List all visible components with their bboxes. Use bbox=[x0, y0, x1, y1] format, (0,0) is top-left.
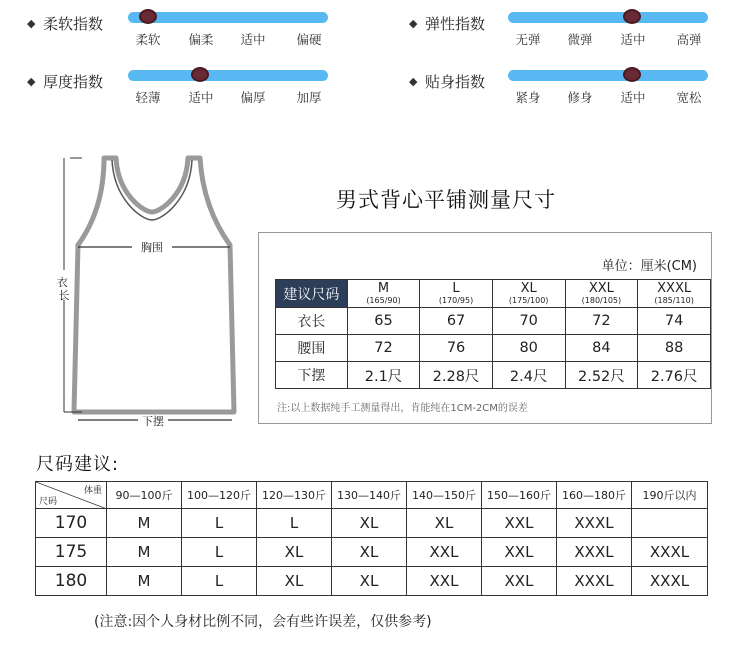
suggest-cell: L bbox=[182, 509, 257, 538]
height-cell: 180 bbox=[36, 567, 107, 596]
weight-header: 120—130斤 bbox=[257, 482, 332, 509]
suggest-row bbox=[36, 538, 708, 567]
suggest-cell: XL bbox=[257, 567, 332, 596]
hem-label: 下摆 bbox=[142, 415, 164, 428]
suggest-cell: XXL bbox=[482, 538, 557, 567]
measure-cell: 2.76尺 bbox=[638, 362, 711, 389]
size-name: L bbox=[452, 281, 460, 296]
size-spec: (185/110) bbox=[654, 296, 694, 305]
index-fit bbox=[409, 68, 719, 108]
vest-outline bbox=[74, 158, 234, 412]
index-thickness bbox=[27, 68, 337, 108]
measure-row-label: 下摆 bbox=[276, 362, 348, 389]
index-bar bbox=[128, 12, 328, 23]
measure-cell: 65 bbox=[347, 308, 420, 335]
suggest-cell: XL bbox=[332, 509, 407, 538]
footnote: (注意:因个人身材比例不同，会有些许误差，仅供参考) bbox=[94, 614, 432, 630]
corner-size-label: 尺码 bbox=[39, 497, 58, 507]
size-spec: (170/95) bbox=[438, 296, 474, 305]
suggest-cell: L bbox=[257, 509, 332, 538]
size-spec: (180/105) bbox=[581, 296, 622, 305]
size-header bbox=[420, 280, 493, 308]
unit-label: 单位：厘米(CM) bbox=[601, 259, 697, 274]
suggest-corner-header bbox=[36, 482, 107, 509]
tick-label: 柔软 bbox=[135, 32, 161, 47]
weight-header: 100—120斤 bbox=[182, 482, 257, 509]
weight-header: 130—140斤 bbox=[332, 482, 407, 509]
suggest-cell: XXL bbox=[482, 567, 557, 596]
weight-header: 90—100斤 bbox=[107, 482, 182, 509]
size-spec: (165/90) bbox=[366, 296, 401, 305]
size-name: XL bbox=[520, 281, 537, 296]
chest-label: 胸围 bbox=[141, 241, 163, 254]
measure-row bbox=[276, 362, 711, 389]
measure-cell: 2.52尺 bbox=[565, 362, 638, 389]
tick-label: 适中 bbox=[240, 32, 266, 47]
suggest-cell: M bbox=[107, 567, 182, 596]
measure-table bbox=[275, 279, 711, 389]
measure-cell: 2.28尺 bbox=[420, 362, 493, 389]
suggest-cell bbox=[632, 509, 708, 538]
suggest-cell: M bbox=[107, 509, 182, 538]
suggest-cell: XXL bbox=[407, 567, 482, 596]
tick-label: 高弹 bbox=[676, 32, 702, 47]
suggest-cell: XXXL bbox=[557, 538, 632, 567]
index-label: 厚度指数 bbox=[43, 73, 104, 91]
length-label-char: 衣 bbox=[56, 276, 68, 289]
index-label: 柔软指数 bbox=[43, 15, 104, 33]
index-bar bbox=[508, 12, 708, 23]
tick-label: 适中 bbox=[620, 32, 646, 47]
suggest-cell: L bbox=[182, 567, 257, 596]
size-header bbox=[347, 280, 420, 308]
size-header bbox=[565, 280, 638, 308]
measure-row-label: 腰围 bbox=[276, 335, 348, 362]
height-cell: 170 bbox=[36, 509, 107, 538]
suggest-cell: XL bbox=[407, 509, 482, 538]
suggest-row bbox=[36, 567, 708, 596]
index-softness bbox=[27, 10, 337, 50]
index-knob bbox=[623, 9, 641, 24]
measure-box bbox=[258, 232, 712, 424]
corner-weight-label: 体重 bbox=[83, 486, 102, 496]
index-knob bbox=[623, 67, 641, 82]
diamond-bullet-icon: ◆ bbox=[27, 75, 36, 88]
measure-cell: 80 bbox=[492, 335, 565, 362]
suggest-table bbox=[35, 481, 708, 596]
measure-cell: 67 bbox=[420, 308, 493, 335]
length-label-char: 长 bbox=[58, 289, 70, 302]
measure-cell: 72 bbox=[565, 308, 638, 335]
tick-label: 无弹 bbox=[515, 32, 541, 47]
tick-label: 适中 bbox=[620, 90, 646, 105]
suggest-cell: XXL bbox=[407, 538, 482, 567]
weight-header: 160—180斤 bbox=[557, 482, 632, 509]
suggest-cell: XXXL bbox=[557, 509, 632, 538]
size-name: M bbox=[377, 281, 390, 296]
measure-note: 注:以上数据纯手工测量得出，肯能纯在1CM-2CM的误差 bbox=[277, 403, 528, 414]
suggest-cell: XL bbox=[332, 538, 407, 567]
tick-label: 修身 bbox=[567, 90, 593, 105]
measure-header-row bbox=[276, 280, 711, 308]
index-bar bbox=[128, 70, 328, 81]
measure-cell: 70 bbox=[492, 308, 565, 335]
suggest-cell: XL bbox=[332, 567, 407, 596]
suggest-cell: L bbox=[182, 538, 257, 567]
size-name: XXL bbox=[588, 281, 614, 296]
suggest-cell: XL bbox=[257, 538, 332, 567]
tick-label: 适中 bbox=[188, 90, 214, 105]
tick-label: 微弹 bbox=[567, 32, 593, 47]
suggest-cell: XXXL bbox=[557, 567, 632, 596]
tick-label: 偏柔 bbox=[188, 32, 214, 47]
suggest-header-row bbox=[36, 482, 708, 509]
length-label bbox=[57, 276, 72, 302]
size-header bbox=[492, 280, 565, 308]
tick-label: 偏厚 bbox=[240, 90, 266, 105]
suggest-cell: XXXL bbox=[632, 538, 708, 567]
weight-header: 190斤以内 bbox=[632, 482, 708, 509]
index-bar bbox=[508, 70, 708, 81]
weight-header: 140—150斤 bbox=[407, 482, 482, 509]
measure-row bbox=[276, 308, 711, 335]
index-knob bbox=[191, 67, 209, 82]
measure-cell: 74 bbox=[638, 308, 711, 335]
measure-cell: 76 bbox=[420, 335, 493, 362]
index-label: 弹性指数 bbox=[425, 15, 486, 33]
weight-header: 150—160斤 bbox=[482, 482, 557, 509]
diamond-bullet-icon: ◆ bbox=[409, 75, 418, 88]
measure-cell: 2.1尺 bbox=[347, 362, 420, 389]
suggest-title: 尺码建议: bbox=[36, 454, 120, 475]
vest-diagram bbox=[52, 150, 252, 430]
index-knob bbox=[139, 9, 157, 24]
suggest-cell: M bbox=[107, 538, 182, 567]
index-elasticity bbox=[409, 10, 719, 50]
tick-label: 偏硬 bbox=[296, 32, 322, 47]
measure-corner-header: 建议尺码 bbox=[276, 280, 348, 308]
measure-title: 男式背心平铺测量尺寸 bbox=[336, 188, 556, 212]
diamond-bullet-icon: ◆ bbox=[409, 17, 418, 30]
measure-cell: 84 bbox=[565, 335, 638, 362]
index-label: 贴身指数 bbox=[425, 73, 486, 91]
tick-label: 加厚 bbox=[296, 90, 322, 105]
size-header bbox=[638, 280, 711, 308]
measure-cell: 72 bbox=[347, 335, 420, 362]
tick-label: 轻薄 bbox=[135, 90, 161, 105]
size-name: XXXL bbox=[657, 281, 692, 296]
diamond-bullet-icon: ◆ bbox=[27, 17, 36, 30]
size-spec: (175/100) bbox=[508, 296, 549, 305]
tick-label: 紧身 bbox=[515, 90, 541, 105]
height-cell: 175 bbox=[36, 538, 107, 567]
suggest-cell: XXL bbox=[482, 509, 557, 538]
measure-row bbox=[276, 335, 711, 362]
measure-row-label: 衣长 bbox=[276, 308, 348, 335]
suggest-cell: XXXL bbox=[632, 567, 708, 596]
suggest-row bbox=[36, 509, 708, 538]
measure-cell: 88 bbox=[638, 335, 711, 362]
tick-label: 宽松 bbox=[676, 90, 702, 105]
measure-cell: 2.4尺 bbox=[492, 362, 565, 389]
